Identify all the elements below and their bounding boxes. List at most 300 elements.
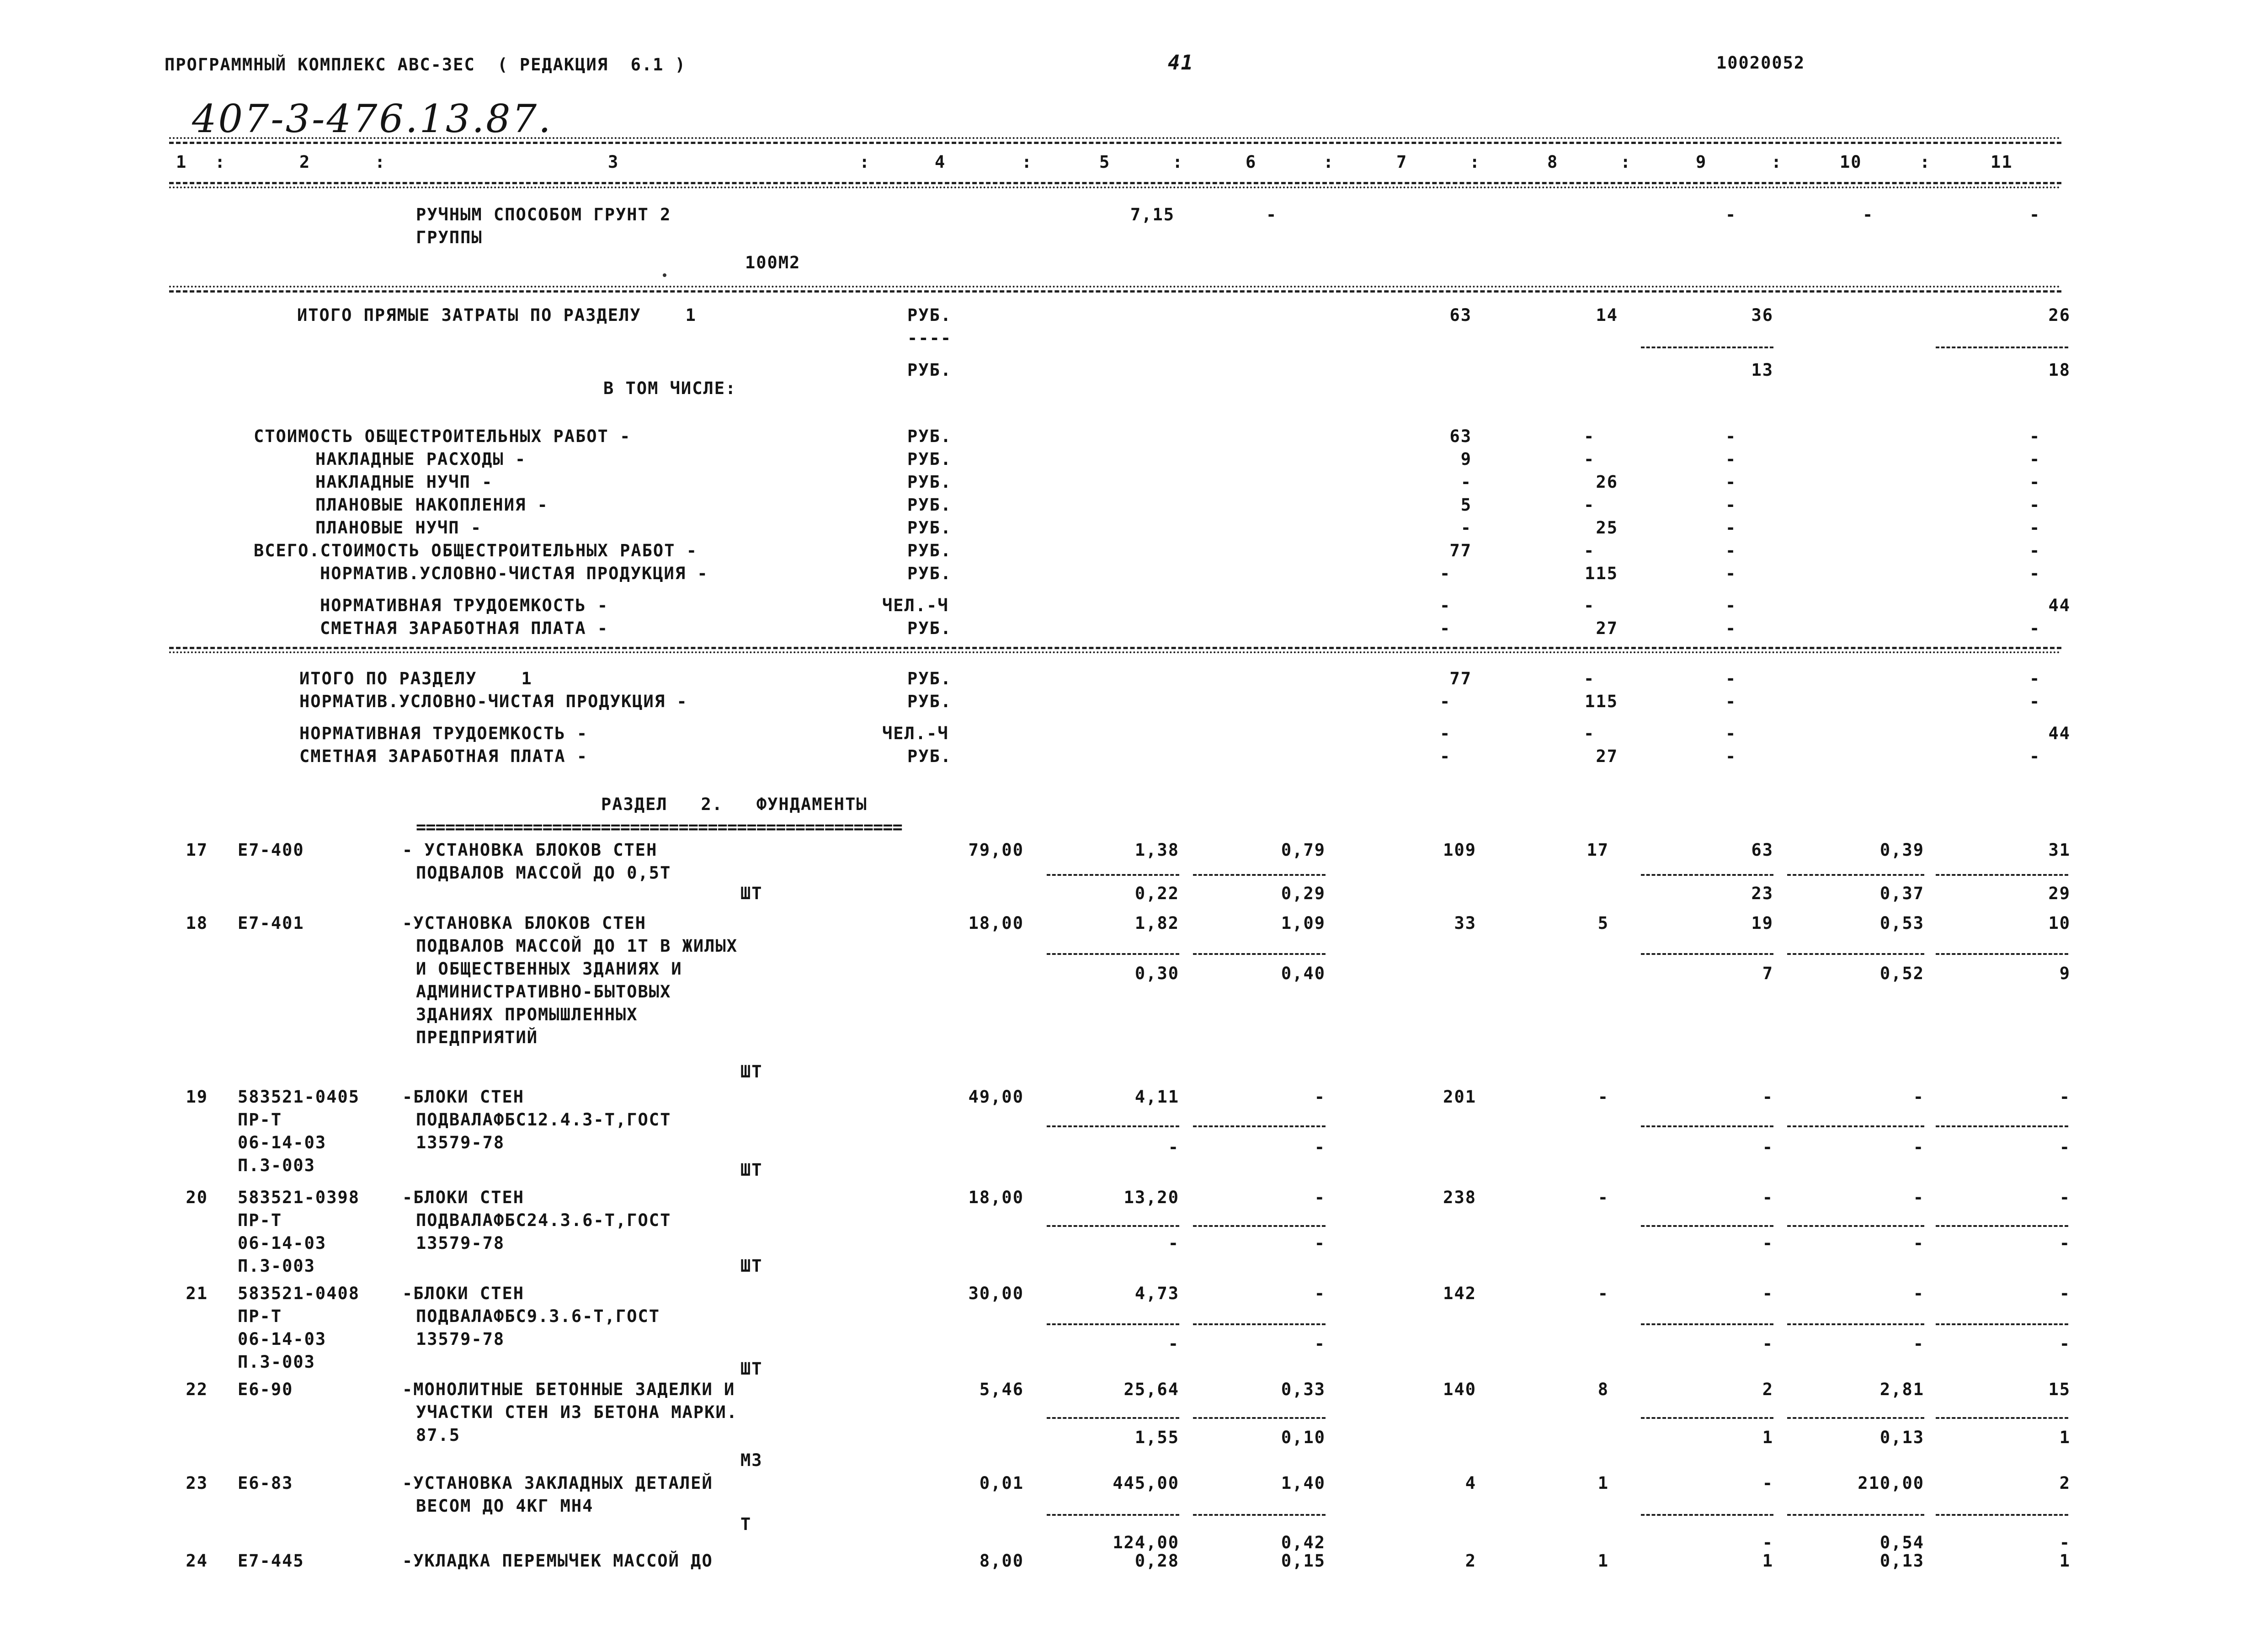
subtotal-rule xyxy=(1787,1323,1924,1325)
breakdown-label: ВСЕГО.СТОИМОСТЬ ОБЩЕСТРОИТЕЛЬНЫХ РАБОТ - xyxy=(254,541,698,560)
section-rule-2 xyxy=(169,290,2061,293)
item-unit: ШТ xyxy=(740,1160,763,1180)
item-c9: - xyxy=(1762,1473,1773,1493)
item-c9b: - xyxy=(1762,1233,1773,1253)
subtotal-rule xyxy=(1641,1514,1773,1516)
section1-c7: 63 xyxy=(1449,305,1472,325)
doc-code: 10020052 xyxy=(1716,53,1805,73)
subtotal-rule xyxy=(1787,953,1924,955)
item-c11b: - xyxy=(2059,1233,2071,1253)
subtotal-rule xyxy=(1047,1225,1179,1227)
item-c10: 0,13 xyxy=(1879,1551,1924,1571)
breakdown-c11: - xyxy=(2029,426,2041,446)
item-c9: - xyxy=(1762,1284,1773,1303)
item-code: Е6-90 xyxy=(238,1380,293,1399)
breakdown-c11: - xyxy=(2029,495,2041,515)
item-c9b: - xyxy=(1762,1334,1773,1354)
col-num-11: 11 xyxy=(1991,152,2013,172)
subtotal-rule xyxy=(1193,1417,1326,1419)
item-c5b: 0,22 xyxy=(1134,884,1179,903)
col-num-10: 10 xyxy=(1840,152,1862,172)
col-num-1: 1 xyxy=(176,152,187,172)
subtotal-rule xyxy=(1936,874,2068,876)
item-c11b: - xyxy=(2059,1533,2071,1552)
col-sep: : xyxy=(1771,152,1783,172)
col-sep: : xyxy=(859,152,871,172)
col-sep: : xyxy=(1323,152,1335,172)
item-c8: 5 xyxy=(1597,913,1609,933)
subtotal-rule xyxy=(1641,346,1773,348)
breakdown-c11: - xyxy=(2029,541,2041,560)
final-c9: - xyxy=(1725,724,1737,743)
final-c8: - xyxy=(1584,669,1595,688)
breakdown-c7: - xyxy=(1440,564,1451,583)
item-c5: 1,82 xyxy=(1134,913,1179,933)
item-code-line: П.3-003 xyxy=(238,1352,315,1372)
item-c6: 1,09 xyxy=(1281,913,1326,933)
final-c8: - xyxy=(1584,724,1595,743)
subtotal-rule xyxy=(1641,1125,1773,1127)
item-c10: 2,81 xyxy=(1879,1380,1924,1399)
subtotal-rule xyxy=(1641,1323,1773,1325)
item-c11: 1 xyxy=(2059,1551,2071,1571)
item-number: 20 xyxy=(186,1188,208,1207)
item-c10b: - xyxy=(1913,1233,1924,1253)
item-number: 21 xyxy=(186,1284,208,1303)
item-c9: - xyxy=(1762,1188,1773,1207)
subtotal-rule xyxy=(1193,1514,1326,1516)
item-code: 583521-0405 xyxy=(238,1087,360,1107)
item-code-line: ПР-Т xyxy=(238,1306,282,1326)
top-item-c11: - xyxy=(2029,205,2041,224)
top-item-c6: - xyxy=(1266,205,1278,224)
subtotal-rule xyxy=(1787,874,1924,876)
breakdown-c7: - xyxy=(1460,472,1472,492)
item-c4: 8,00 xyxy=(979,1551,1024,1571)
section1-c11a: 26 xyxy=(2048,305,2071,325)
item-c5: 4,11 xyxy=(1134,1087,1179,1107)
item-number: 18 xyxy=(186,913,208,933)
speck xyxy=(663,273,666,277)
item-c6b: 0,10 xyxy=(1281,1428,1326,1447)
item-c7: 140 xyxy=(1443,1380,1476,1399)
breakdown-unit: РУБ. xyxy=(907,518,952,538)
breakdown-unit: РУБ. xyxy=(907,449,952,469)
item-c8: 8 xyxy=(1597,1380,1609,1399)
item-c8: - xyxy=(1597,1188,1609,1207)
subtotal-rule xyxy=(1787,1225,1924,1227)
subtotal-rule xyxy=(1641,953,1773,955)
subtotal-rule xyxy=(1193,953,1326,955)
breakdown-unit: ЧЕЛ.-Ч xyxy=(882,596,949,615)
final-c11: - xyxy=(2029,746,2041,766)
breakdown-c11: 44 xyxy=(2048,596,2071,615)
item-c5b: 0,30 xyxy=(1134,964,1179,983)
item-c11: - xyxy=(2059,1087,2071,1107)
item-c11b: - xyxy=(2059,1137,2071,1157)
final-c8: 27 xyxy=(1596,746,1618,766)
item-c8: - xyxy=(1597,1284,1609,1303)
breakdown-unit: РУБ. xyxy=(907,564,952,583)
final-label: ИТОГО ПО РАЗДЕЛУ 1 xyxy=(299,669,532,688)
section2-title: РАЗДЕЛ 2. ФУНДАМЕНТЫ xyxy=(601,794,868,814)
breakdown-c11: - xyxy=(2029,518,2041,538)
page-number: 41 xyxy=(1168,51,1194,75)
item-unit: ШТ xyxy=(740,1062,763,1082)
final-c7: - xyxy=(1440,746,1451,766)
item-c6b: - xyxy=(1314,1137,1326,1157)
col-sep: : xyxy=(1172,152,1184,172)
item-c10: 0,39 xyxy=(1879,840,1924,860)
item-description: УЧАСТКИ СТЕН ИЗ БЕТОНА МАРКИ. xyxy=(416,1402,738,1422)
final-unit: РУБ. xyxy=(907,692,952,711)
breakdown-c9: - xyxy=(1725,518,1737,538)
item-description: -БЛОКИ СТЕН xyxy=(402,1087,525,1107)
item-number: 19 xyxy=(186,1087,208,1107)
item-code: 583521-0408 xyxy=(238,1284,360,1303)
subtotal-rule xyxy=(1047,1323,1179,1325)
item-code-line: П.3-003 xyxy=(238,1256,315,1276)
breakdown-c9: - xyxy=(1725,472,1737,492)
item-c4: 18,00 xyxy=(968,913,1024,933)
final-c7: - xyxy=(1440,724,1451,743)
breakdown-label: ПЛАНОВЫЕ НУЧП - xyxy=(315,518,482,538)
breakdown-c7: - xyxy=(1460,518,1472,538)
breakdown-label: НАКЛАДНЫЕ РАСХОДЫ - xyxy=(315,449,527,469)
item-description: ПОДВАЛОВ МАССОЙ ДО 0,5Т xyxy=(416,863,671,883)
breakdown-c8: - xyxy=(1584,426,1595,446)
header-top-rule-2 xyxy=(169,142,2061,144)
final-c7: 77 xyxy=(1449,669,1472,688)
item-unit: ШТ xyxy=(740,884,763,903)
item-number: 17 xyxy=(186,840,208,860)
subtotal-rule xyxy=(1787,1125,1924,1127)
item-c8: 17 xyxy=(1587,840,1609,860)
item-c5b: 124,00 xyxy=(1113,1533,1179,1552)
item-description: ПОДВАЛАФБС9.3.6-Т,ГОСТ xyxy=(416,1306,660,1326)
item-c5: 1,38 xyxy=(1134,840,1179,860)
item-description: И ОБЩЕСТВЕННЫХ ЗДАНИЯХ И xyxy=(416,959,682,979)
item-description: 13579-78 xyxy=(416,1329,505,1349)
col-num-3: 3 xyxy=(608,152,619,172)
final-unit: РУБ. xyxy=(907,746,952,766)
top-item-c5: 7,15 xyxy=(1130,205,1175,224)
item-code: Е7-400 xyxy=(238,840,304,860)
item-c9b: 1 xyxy=(1762,1428,1773,1447)
section1-unit2: РУБ. xyxy=(907,360,952,380)
breakdown-c7: 77 xyxy=(1449,541,1472,560)
item-unit: ШТ xyxy=(740,1359,763,1379)
item-c4: 0,01 xyxy=(979,1473,1024,1493)
col-sep: : xyxy=(1620,152,1632,172)
subtotal-rule xyxy=(1193,1323,1326,1325)
item-c10b: 0,37 xyxy=(1879,884,1924,903)
item-c11b: 29 xyxy=(2048,884,2071,903)
program-header: ПРОГРАММНЫЙ КОМПЛЕКС АВС-3ЕС ( РЕДАКЦИЯ 6.1 ) xyxy=(165,55,686,75)
breakdown-label: СМЕТНАЯ ЗАРАБОТНАЯ ПЛАТА - xyxy=(320,618,609,638)
item-c7: 142 xyxy=(1443,1284,1476,1303)
item-code-line: 06-14-03 xyxy=(238,1233,327,1253)
item-c4: 5,46 xyxy=(979,1380,1024,1399)
item-c6b: 0,42 xyxy=(1281,1533,1326,1552)
breakdown-c8: 26 xyxy=(1596,472,1618,492)
item-code-line: П.3-003 xyxy=(238,1156,315,1175)
item-c6b: 0,29 xyxy=(1281,884,1326,903)
top-item-c10: - xyxy=(1863,205,1874,224)
col-num-2: 2 xyxy=(299,152,311,172)
breakdown-c7: 63 xyxy=(1449,426,1472,446)
item-c11: 31 xyxy=(2048,840,2071,860)
subtotal-rule xyxy=(1936,1225,2068,1227)
breakdown-c7: 5 xyxy=(1460,495,1472,515)
subtotal-rule xyxy=(1047,953,1179,955)
subtotal-rule xyxy=(1641,874,1773,876)
col-num-8: 8 xyxy=(1547,152,1559,172)
item-c6b: 0,40 xyxy=(1281,964,1326,983)
item-c5: 0,28 xyxy=(1134,1551,1179,1571)
item-c7: 33 xyxy=(1454,913,1476,933)
item-unit: Т xyxy=(740,1514,752,1534)
item-description: ПОДВАЛАФБС12.4.3-Т,ГОСТ xyxy=(416,1110,671,1130)
breakdown-c8: - xyxy=(1584,449,1595,469)
col-num-5: 5 xyxy=(1099,152,1111,172)
section1-unit-sep: ---- xyxy=(907,328,952,348)
subtotal-rule xyxy=(1193,874,1326,876)
header-top-rule xyxy=(169,137,2061,139)
item-description: -УСТАНОВКА ЗАКЛАДНЫХ ДЕТАЛЕЙ xyxy=(402,1473,713,1493)
subtotal-rule xyxy=(1641,1225,1773,1227)
item-c4: 18,00 xyxy=(968,1188,1024,1207)
item-unit: ШТ xyxy=(740,1256,763,1276)
item-c9b: - xyxy=(1762,1533,1773,1552)
item-description: АДМИНИСТРАТИВНО-БЫТОВЫХ xyxy=(416,982,671,1002)
breakdown-c7: - xyxy=(1440,618,1451,638)
subtotal-rule xyxy=(1936,346,2068,348)
subtotal-rule xyxy=(1047,874,1179,876)
item-description: ВЕСОМ ДО 4КГ МН4 xyxy=(416,1496,594,1516)
section2-underline: ================================================== xyxy=(416,817,902,837)
section1-c11b: 18 xyxy=(2048,360,2071,380)
breakdown-unit: РУБ. xyxy=(907,618,952,638)
item-c8: 1 xyxy=(1597,1551,1609,1571)
item-description: -УКЛАДКА ПЕРЕМЫЧЕК МАССОЙ ДО xyxy=(402,1551,713,1571)
final-c9: - xyxy=(1725,669,1737,688)
breakdown-c9: - xyxy=(1725,426,1737,446)
breakdown-c9: - xyxy=(1725,618,1737,638)
item-c4: 79,00 xyxy=(968,840,1024,860)
item-c9: 2 xyxy=(1762,1380,1773,1399)
col-num-4: 4 xyxy=(935,152,946,172)
item-c10: 210,00 xyxy=(1858,1473,1924,1493)
subtotal-rule xyxy=(1787,1514,1924,1516)
col-sep: : xyxy=(1920,152,1931,172)
subtotal-rule xyxy=(1936,953,2068,955)
item-c9: 1 xyxy=(1762,1551,1773,1571)
item-c6: - xyxy=(1314,1284,1326,1303)
col-num-7: 7 xyxy=(1396,152,1408,172)
breakdown-c9: - xyxy=(1725,596,1737,615)
item-code: Е7-445 xyxy=(238,1551,304,1571)
final-c9: - xyxy=(1725,746,1737,766)
breakdown-c8: 25 xyxy=(1596,518,1618,538)
subtotal-rule xyxy=(1787,1417,1924,1419)
item-description: 87.5 xyxy=(416,1425,461,1445)
section1-c9b: 13 xyxy=(1751,360,1773,380)
item-description: -БЛОКИ СТЕН xyxy=(402,1284,525,1303)
item-c11b: - xyxy=(2059,1334,2071,1354)
item-c8: - xyxy=(1597,1087,1609,1107)
item-c7: 109 xyxy=(1443,840,1476,860)
breakdown-c8: - xyxy=(1584,495,1595,515)
item-c6b: - xyxy=(1314,1233,1326,1253)
item-description: ЗДАНИЯХ ПРОМЫШЛЕННЫХ xyxy=(416,1005,638,1024)
item-c5: 13,20 xyxy=(1123,1188,1179,1207)
item-c6b: - xyxy=(1314,1334,1326,1354)
section-rule xyxy=(169,286,2061,288)
item-c4: 30,00 xyxy=(968,1284,1024,1303)
item-c10: - xyxy=(1913,1087,1924,1107)
item-c11: - xyxy=(2059,1188,2071,1207)
item-c7: 4 xyxy=(1465,1473,1476,1493)
breakdown-c11: - xyxy=(2029,564,2041,583)
item-c7: 2 xyxy=(1465,1551,1476,1571)
item-c5: 445,00 xyxy=(1113,1473,1179,1493)
final-label: СМЕТНАЯ ЗАРАБОТНАЯ ПЛАТА - xyxy=(299,746,588,766)
breakdown-unit: РУБ. xyxy=(907,472,952,492)
item-c11: 10 xyxy=(2048,913,2071,933)
item-c11b: 1 xyxy=(2059,1428,2071,1447)
final-c11: - xyxy=(2029,669,2041,688)
section-rule xyxy=(169,647,2061,649)
item-c5b: - xyxy=(1168,1233,1179,1253)
header-bottom-rule-2 xyxy=(169,187,2061,188)
item-c4: 49,00 xyxy=(968,1087,1024,1107)
breakdown-c9: - xyxy=(1725,449,1737,469)
breakdown-c8: 27 xyxy=(1596,618,1618,638)
item-c5b: 1,55 xyxy=(1134,1428,1179,1447)
breakdown-c8: 115 xyxy=(1585,564,1618,583)
final-c8: 115 xyxy=(1585,692,1618,711)
item-code: 583521-0398 xyxy=(238,1188,360,1207)
breakdown-c9: - xyxy=(1725,495,1737,515)
item-c11: 15 xyxy=(2048,1380,2071,1399)
item-c10: - xyxy=(1913,1284,1924,1303)
item-c10b: 0,13 xyxy=(1879,1428,1924,1447)
handwritten-doc-code: 407-3-476.13.87. xyxy=(192,96,553,141)
breakdown-c8: - xyxy=(1584,596,1595,615)
subtotal-rule xyxy=(1936,1417,2068,1419)
breakdown-label: НОРМАТИВ.УСЛОВНО-ЧИСТАЯ ПРОДУКЦИЯ - xyxy=(320,564,708,583)
top-item-desc-2: ГРУППЫ xyxy=(416,228,483,247)
item-c6: 0,79 xyxy=(1281,840,1326,860)
final-label: НОРМАТИВНАЯ ТРУДОЕМКОСТЬ - xyxy=(299,724,588,743)
top-item-c9: - xyxy=(1725,205,1737,224)
item-code: Е7-401 xyxy=(238,913,304,933)
subtotal-rule xyxy=(1193,1225,1326,1227)
item-c9: 19 xyxy=(1751,913,1773,933)
breakdown-unit: РУБ. xyxy=(907,426,952,446)
item-description: ПОДВАЛАФБС24.3.6-Т,ГОСТ xyxy=(416,1210,671,1230)
section1-unit1: РУБ. xyxy=(907,305,952,325)
item-description: -МОНОЛИТНЫЕ БЕТОННЫЕ ЗАДЕЛКИ И xyxy=(402,1380,735,1399)
item-c9: - xyxy=(1762,1087,1773,1107)
item-code-line: ПР-Т xyxy=(238,1210,282,1230)
item-code-line: ПР-Т xyxy=(238,1110,282,1130)
final-c7: - xyxy=(1440,692,1451,711)
final-unit: РУБ. xyxy=(907,669,952,688)
item-c9: 63 xyxy=(1751,840,1773,860)
subtotal-rule xyxy=(1047,1417,1179,1419)
item-c9b: 7 xyxy=(1762,964,1773,983)
item-c10b: 0,52 xyxy=(1879,964,1924,983)
item-c11b: 9 xyxy=(2059,964,2071,983)
breakdown-c11: - xyxy=(2029,472,2041,492)
breakdown-unit: РУБ. xyxy=(907,495,952,515)
section1-title: ИТОГО ПРЯМЫЕ ЗАТРАТЫ ПО РАЗДЕЛУ 1 xyxy=(297,305,697,325)
item-c7: 201 xyxy=(1443,1087,1476,1107)
item-number: 22 xyxy=(186,1380,208,1399)
item-c5: 4,73 xyxy=(1134,1284,1179,1303)
item-c7: 238 xyxy=(1443,1188,1476,1207)
item-c10: 0,53 xyxy=(1879,913,1924,933)
item-c6: 0,15 xyxy=(1281,1551,1326,1571)
breakdown-c11: - xyxy=(2029,449,2041,469)
breakdown-c7: - xyxy=(1440,596,1451,615)
item-c8: 1 xyxy=(1597,1473,1609,1493)
subtotal-rule xyxy=(1936,1323,2068,1325)
breakdown-c8: - xyxy=(1584,541,1595,560)
breakdown-c11: - xyxy=(2029,618,2041,638)
col-sep: : xyxy=(375,152,386,172)
final-unit: ЧЕЛ.-Ч xyxy=(882,724,949,743)
item-c10b: - xyxy=(1913,1137,1924,1157)
breakdown-unit: РУБ. xyxy=(907,541,952,560)
item-code: Е6-83 xyxy=(238,1473,293,1493)
top-item-desc-1: РУЧНЫМ СПОСОБОМ ГРУНТ 2 xyxy=(416,205,671,224)
subtotal-rule xyxy=(1047,1514,1179,1516)
top-item-unit: 100М2 xyxy=(745,253,801,272)
item-c10b: 0,54 xyxy=(1879,1533,1924,1552)
section-rule-2 xyxy=(169,651,2061,653)
section1-c8: 14 xyxy=(1596,305,1618,325)
header-bottom-rule xyxy=(169,182,2061,184)
final-label: НОРМАТИВ.УСЛОВНО-ЧИСТАЯ ПРОДУКЦИЯ - xyxy=(299,692,688,711)
subtotal-rule xyxy=(1641,1417,1773,1419)
item-number: 24 xyxy=(186,1551,208,1571)
including-label: В ТОМ ЧИСЛЕ: xyxy=(603,378,737,398)
item-c9b: 23 xyxy=(1751,884,1773,903)
subtotal-rule xyxy=(1047,1125,1179,1127)
item-c11: - xyxy=(2059,1284,2071,1303)
item-c6: - xyxy=(1314,1188,1326,1207)
item-unit: М3 xyxy=(740,1450,763,1470)
item-description: -УСТАНОВКА БЛОКОВ СТЕН xyxy=(402,913,647,933)
item-c5: 25,64 xyxy=(1123,1380,1179,1399)
item-description: ПРЕДПРИЯТИЙ xyxy=(416,1028,538,1047)
item-c5b: - xyxy=(1168,1137,1179,1157)
item-c10: - xyxy=(1913,1188,1924,1207)
item-c9b: - xyxy=(1762,1137,1773,1157)
final-c9: - xyxy=(1725,692,1737,711)
item-c10b: - xyxy=(1913,1334,1924,1354)
item-description: - УСТАНОВКА БЛОКОВ СТЕН xyxy=(402,840,658,860)
item-number: 23 xyxy=(186,1473,208,1493)
item-c6: - xyxy=(1314,1087,1326,1107)
col-sep: : xyxy=(1022,152,1033,172)
subtotal-rule xyxy=(1193,1125,1326,1127)
subtotal-rule xyxy=(1936,1125,2068,1127)
col-num-6: 6 xyxy=(1246,152,1257,172)
